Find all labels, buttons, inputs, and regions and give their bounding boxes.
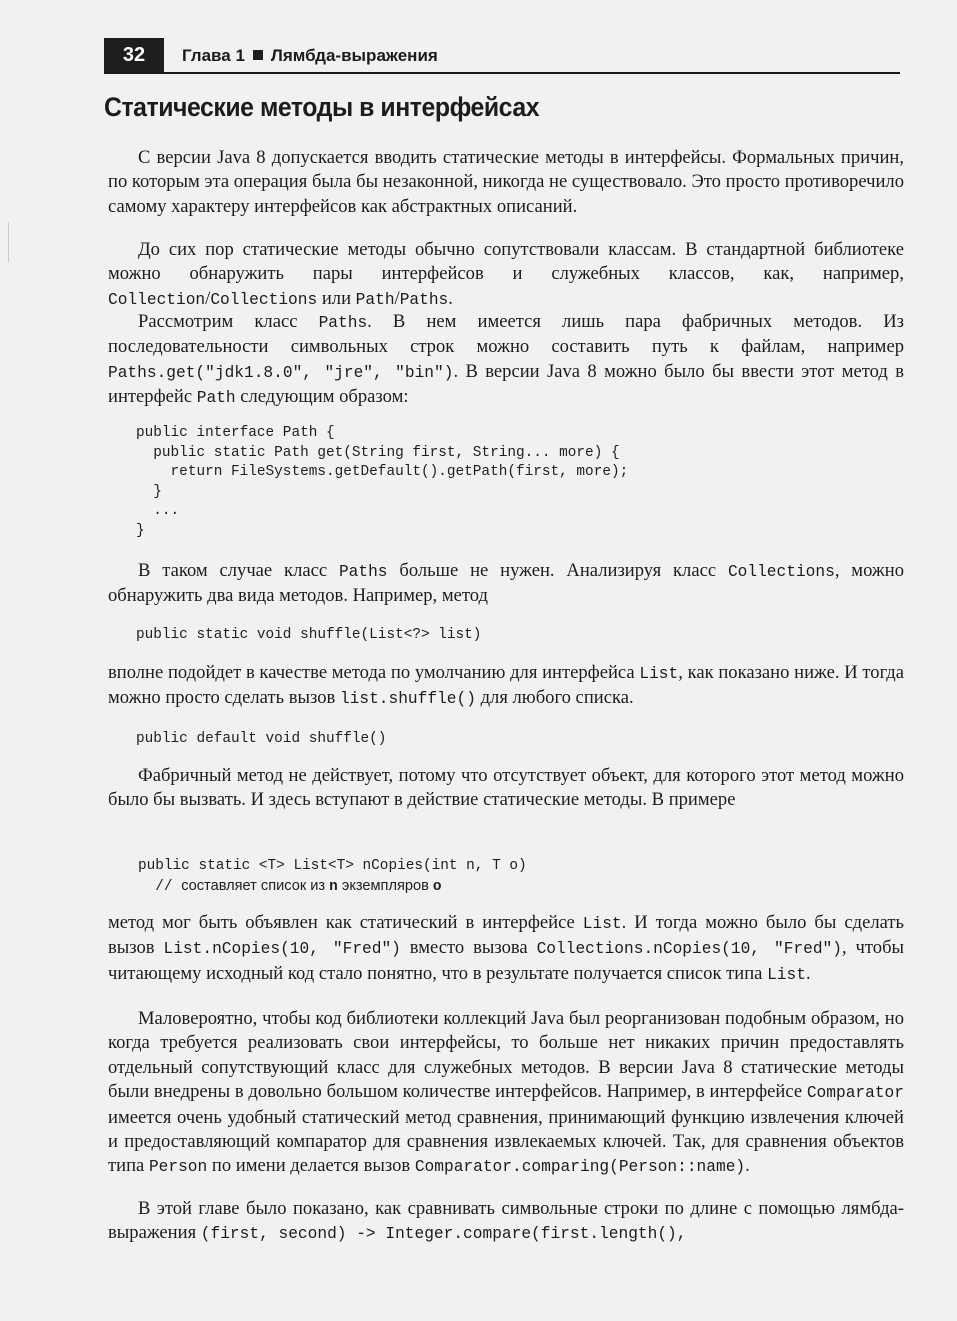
code-ncopies: [138, 857, 527, 897]
code-line: return FileSystems.getDefault().getPath(first, more);: [136, 464, 629, 480]
text: . В нем имеется лишь пара фабричных методов. Из последовательности символьных строк можно составить путь к файлам, например: [108, 311, 904, 358]
inline-code: Path: [196, 389, 236, 408]
paragraph-6: Фабричный метод не действует, потому что отсутствует объект, для которого этот метод можно было бы вызвать. И здесь вступают в действие статические методы. В примере: [108, 765, 904, 811]
code-line: }: [136, 522, 145, 539]
inline-code: Paths: [318, 314, 368, 332]
inline-code: Collections.nCopies(10, "Fred"): [536, 940, 842, 959]
text: .: [805, 962, 811, 984]
square-bullet-icon: [253, 50, 263, 60]
inline-code: Collections: [727, 563, 835, 581]
comment-var: o: [432, 878, 442, 895]
text: .: [745, 1155, 750, 1177]
chapter-heading: [182, 38, 438, 72]
text: В этой главе было показано, как сравнивать символьные строки по длине с помощью лямбда-выражения: [108, 1198, 904, 1244]
inline-code: (first, second) -> Integer.compare(first.length(),: [200, 1225, 687, 1244]
code-line: }: [136, 483, 162, 500]
text: или: [317, 287, 356, 309]
text: , чтобы читающему исходный код стало понятно, что в результате получается список типа: [108, 937, 905, 984]
chapter-label: Глава 1: [182, 46, 245, 65]
text: метод мог быть объявлен как статический в интерфейсе: [108, 912, 583, 933]
inline-code: list.shuffle(): [339, 690, 476, 709]
text: , как показано ниже. И тогда можно просто сделать вызов: [108, 662, 904, 709]
text: В таком случае класс: [138, 560, 339, 581]
inline-code: Paths: [399, 290, 449, 309]
inline-code: Paths: [338, 563, 388, 581]
inline-code: Collections: [210, 290, 318, 309]
paragraph-8: [108, 1007, 904, 1180]
inline-code: Path: [355, 290, 395, 309]
text: по имени делается вызов: [207, 1155, 415, 1177]
text: вместо вызова: [400, 937, 537, 959]
code-line: public interface Path {: [136, 425, 335, 441]
text: вполне подойдет в качестве метода по умолчанию для интерфейса: [108, 662, 640, 683]
inline-code: List: [767, 965, 806, 984]
text: больше не нужен. Анализируя класс: [387, 560, 728, 581]
text: До сих пор статические методы обычно сопутствовали классам. В стандартной библиотеке можно обнаружить пары интерфейсов и служебных классов, как, например,: [108, 239, 904, 285]
code-shuffle-default: public default void shuffle(): [136, 731, 387, 747]
inline-code: Collection: [108, 290, 206, 309]
text: Маловероятно, чтобы код библиотеки коллекций Java был реорганизован подобным образом, но когда требуется реализовать свои интерфейсы, то больше нет никаких причин предоставлять отдельный сопутствующий класс для служебных методов. В версии Java 8 статические методы были внедрены в довольно большом количестве интерфейсов. Например, в интерфейсе: [108, 1008, 904, 1103]
comment-text: составляет список из: [181, 877, 330, 894]
text: . И тогда можно было бы сделать вызов: [108, 912, 904, 959]
code-line: public static Path get(String first, String... more) {: [136, 444, 620, 461]
code-line: public static <T> List<T> nCopies(int n, T o): [138, 858, 527, 874]
comment-text: экземпляров: [337, 877, 433, 894]
inline-code: Paths.get("jdk1.8.0", "jre", "bin"): [108, 363, 454, 382]
comment-marker: //: [138, 878, 182, 895]
text: /: [394, 287, 400, 309]
running-header: [104, 38, 900, 74]
paragraph-1: С версии Java 8 допускается вводить статические методы в интерфейсы. Формальных причин, по которым эта операция была бы незаконной, никогда не существовало. Это просто противоречило самому характеру интерфейсов как абстрактных описаний.: [108, 147, 904, 217]
code-shuffle-static: public static void shuffle(List<?> list): [136, 627, 482, 643]
chapter-title: Лямбда-выражения: [270, 46, 438, 65]
paragraph-5: [108, 661, 904, 712]
text: .: [448, 287, 453, 309]
text: Рассмотрим класс: [138, 311, 319, 332]
inline-code: List: [582, 915, 622, 933]
page-number: 32: [104, 38, 164, 72]
comment-var: n: [329, 878, 338, 895]
inline-code: Comparator: [806, 1084, 904, 1103]
paragraph-7: [108, 911, 904, 987]
text: , можно обнаружить два вида методов. Например, метод: [108, 560, 905, 607]
text: следующим образом:: [235, 386, 409, 408]
paragraph-4: [108, 559, 904, 609]
inline-code: Person: [148, 1158, 208, 1177]
text: для любого списка.: [475, 687, 634, 709]
inline-code: List: [639, 665, 679, 683]
paragraph-3: [108, 310, 904, 411]
inline-code: Comparator.comparing(Person::name): [414, 1158, 746, 1177]
code-comment: [138, 879, 442, 895]
paragraph-2: [108, 238, 904, 312]
paragraph-9: [108, 1197, 904, 1247]
inline-code: List.nCopies(10, "Fred"): [163, 940, 401, 959]
text: . В версии Java 8 можно было бы ввести этот метод в интерфейс: [108, 360, 904, 408]
text: /: [205, 287, 211, 309]
text: имеется очень удобный статический метод сравнения, принимающий функцию извлечения ключей и предоставляющий компаратор для сравнения извлекаемых ключей. Так, для сравнения объектов типа: [108, 1106, 904, 1177]
code-listing-path: [136, 424, 628, 541]
section-title: Статические методы в интерфейсах: [104, 92, 540, 122]
scan-edge-mark: [8, 222, 17, 262]
code-line: ...: [136, 503, 180, 519]
